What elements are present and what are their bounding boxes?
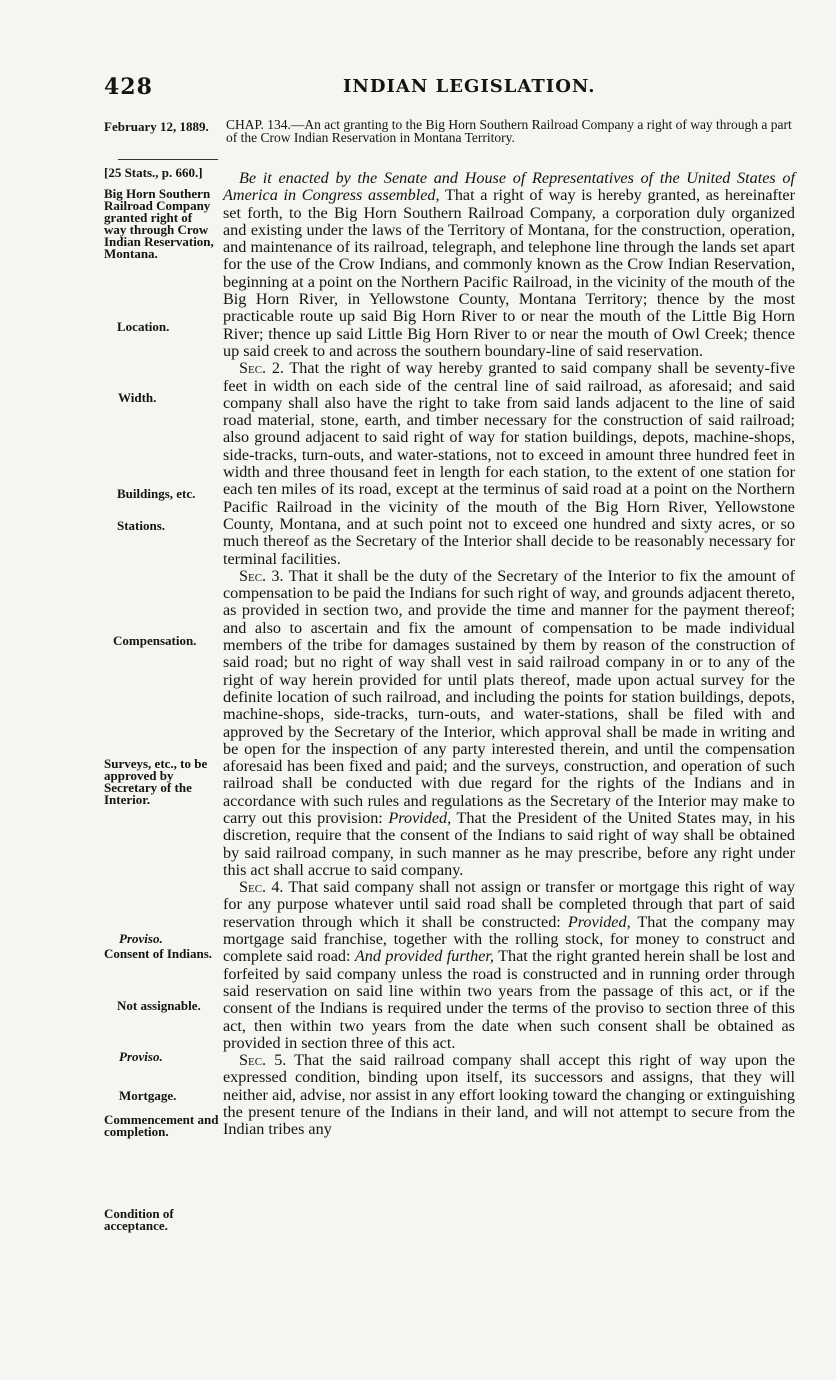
section-2-text: That the right of way hereby granted to said company shall be seventy-five feet in width on each side of the central line of said railroad, as aforesaid; and said company shall also have the right to take from said lands adjacent to the line of said road material, stone, earth, and timber necessary for the construction of said railroad; also ground adjacent to said right of way for station buildings, depots, machine-shops, side-tracks, turn-outs, and water-stations, not to exceed in amount three hundred feet in width and three thousand feet in length for each station, to the extent of one station for each ten miles of its road, except at the terminus of said road at a point on the Northern Pacific Railroad in the vicinity of the mouth of the Big Horn River, Yellowstone County, Montana, and at such point not to exceed one hundred and sixty acres, or so much thereof as the Secretary of the Interior shall decide to be reasonably necessary for terminal facilities. xyxy=(223,359,796,568)
margin-note-mortgage: Mortgage. xyxy=(119,1088,177,1103)
margin-note-width: Width. xyxy=(118,390,157,405)
section-4-mid: That the company may mortgage said franchise, together with the rolling stock, for money to construct and complete said road: xyxy=(223,912,795,966)
section-3-text: That it shall be the duty of the Secretary of the Interior to fix the amount of compensation to be paid the Indians for such right of way, and grounds adjacent thereto, as provided in section two, and provide the time and manner for the payment thereof; and also to ascertain and fix the amount of compensation to be made individual members of the tribe for damages sustained by them by reason of the construction of said road; but no right of way shall vest in said railroad company in or to any of the right of way herein provided for until plats thereof, made upon actual survey for the definite location of such railroad, and including the points for station buildings, depots, machine-shops, side-tracks, turn-outs, and water-stations, shall be filed with and approved by the Secretary of the Interior, which approval shall be made in writing and be open for the inspection of any party interested therein, and until the compensation aforesaid has been fixed and paid; and the surveys, construction, and operation of such railroad shall be conducted with due regard for the rights of the Indians and in accordance with such rules and regulations as the Secretary of the Interior may make to carry out this provision: xyxy=(223,566,795,827)
section-4 xyxy=(223,879,795,1052)
section-1 xyxy=(223,170,795,360)
section-5 xyxy=(223,1052,795,1138)
section-3-provided: Provided, xyxy=(388,808,452,827)
margin-note-buildings: Buildings, etc. xyxy=(117,486,196,501)
margin-note-consent: Consent of Indians. xyxy=(104,946,213,961)
margin-note-compensation: Compensation. xyxy=(113,633,197,648)
section-4-and-provided: And provided further, xyxy=(354,947,494,966)
margin-note-location: Location. xyxy=(117,319,170,334)
section-4-tail: That the right granted herein shall be lost and forfeited by said company unless the road is constructed and in running order through said reservation on said line within two years from the passage of this act, or if the consent of the Indians is required under the terms of the proviso to section three of this act, then within two years from the date when such consent shall be obtained as provided in section three of this act. xyxy=(223,947,796,1052)
page-number: 428 xyxy=(104,74,153,100)
margin-rule xyxy=(118,159,218,160)
section-3-tail: That the President of the United States may, in his discretion, require that the consent of the Indians to said right of way shall be obtained by said railroad company, in such manner as he may prescribe, before any right under this act shall accrue to said company. xyxy=(223,808,796,879)
margin-note-proviso-1: Proviso. xyxy=(119,931,163,946)
section-5-label: Sec. 5. xyxy=(239,1051,287,1070)
section-3 xyxy=(223,568,795,879)
section-3-label: Sec. 3. xyxy=(239,566,284,585)
section-1-text: That a right of way is hereby granted, as hereinafter set forth, to the Big Horn Southern Railroad Company, a corporation duly organized and existing under the laws of the Territory of Montana, for the construction, operation, and maintenance of its railroad, telegraph, and telephone line through the lands set apart for the use of the Crow Indians, and commonly known as the Crow Indian Reservation, beginning at a point on the Northern Pacific Railroad, in the vicinity of the mouth of the Big Horn River, in Yellowstone County, Montana Territory; thence by the most practicable route up said Big Horn River to or near the mouth of the Little Big Horn River; thence up said Little Big Horn River to or near the mouth of Owl Creek; thence up said creek to and across the southern boundary-line of said reservation. xyxy=(223,186,795,360)
margin-citation: [25 Stats., p. 660.] xyxy=(104,165,203,180)
margin-note-surveys: Surveys, etc., to be approved by Secretary of the Interior. xyxy=(104,756,208,807)
section-4-label: Sec. 4. xyxy=(239,878,284,897)
margin-date: February 12, 1889. xyxy=(104,119,209,134)
margin-note-not-assignable: Not assignable. xyxy=(117,998,201,1013)
section-4-text: That said company shall not assign or transfer or mortgage this right of way for any purpose whatever until said road shall be completed through that part of said reservation through which it shall be constructed: xyxy=(223,878,795,931)
section-2-label: Sec. 2. xyxy=(239,359,284,378)
section-2 xyxy=(223,360,795,568)
running-head: INDIAN LEGISLATION. xyxy=(343,76,596,97)
margin-note-stations: Stations. xyxy=(117,518,166,533)
chapter-heading: CHAP. 134.—An act granting to the Big Horn Southern Railroad Company a right of way through a part of the Crow Indian Reservation in Montana Territory. xyxy=(226,117,792,145)
margin-note-grant: Big Horn Southern Railroad Company granted right of way through Crow Indian Reservation, Montana. xyxy=(104,186,214,261)
enacting-clause: Be it enacted by the Senate and House of Representatives of the United States of America in Congress assembled, xyxy=(223,169,795,205)
margin-note-condition: Condition of acceptance. xyxy=(104,1206,174,1233)
act-body xyxy=(223,170,795,1139)
section-5-text: That the said railroad company shall accept this right of way upon the expressed condition, binding upon itself, its successors and assigns, that they will neither aid, advise, nor assist in any effort looking toward the changing or extinguishing the present tenure of the Indians in their land, and will not attempt to secure from the Indian tribes any xyxy=(223,1051,796,1139)
section-4-provided: Provided, xyxy=(567,912,631,931)
margin-note-commencement: Commencement and completion. xyxy=(104,1112,219,1139)
margin-note-proviso-2: Proviso. xyxy=(119,1049,163,1064)
